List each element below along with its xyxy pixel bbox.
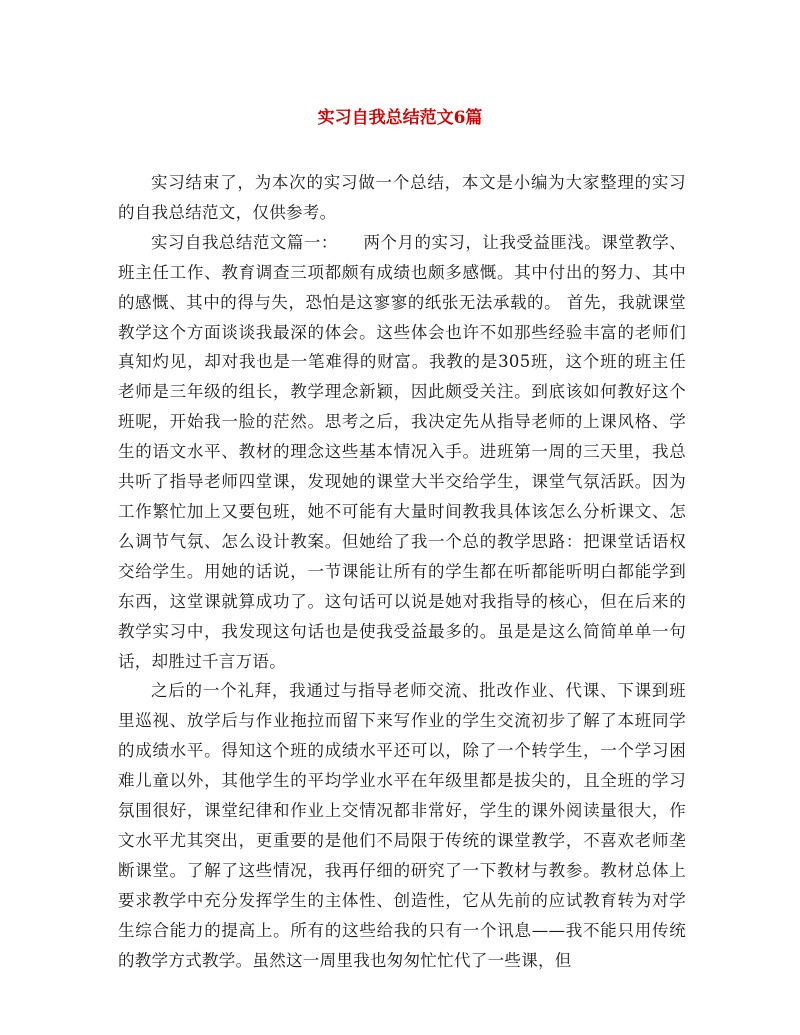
document-body <box>118 168 686 975</box>
paragraph-intro: 实习结束了，为本次的实习做一个总结，本文是小编为大家整理的实习的自我总结范文，仅供参考。 <box>118 173 686 222</box>
document-title: 实习自我总结范文6篇 <box>317 108 483 128</box>
paragraph-article-one: 实习自我总结范文篇一： 两个月的实习，让我受益匪浅。课堂教学、班主任工作、教育调查三项都颇有成绩也颇多感慨。其中付出的努力、其中的感慨、其中的得与失，恐怕是这寥寥的纸张无法承载的。 首先，我就课堂教学这个方面谈谈我最深的体会。这些体会也许不如那些经验丰富的老师们真知灼见，却对我也是一笔难得的财富。我教的是305班，这个班的班主任老师是三年级的组长，教学理念新颖，因此颇受关注。到底该如何教好这个班呢，开始我一脸的茫然。思考之后，我决定先从指导老师的上课风格、学生的语文水平、教材的理念这些基本情况入手。进班第一周的三天里，我总共听了指导老师四堂课，发现她的课堂大半交给学生，课堂气氛活跃。因为工作繁忙加上又要包班，她不可能有大量时间教我具体该怎么分析课文、怎么调节气氛、怎么设计教案。但她给了我一个总的教学思路：把课堂话语权交给学生。用她的话说，一节课能让所有的学生都在听都能听明白都能学到东西，这堂课就算成功了。这句话可以说是她对我指导的核心，但在后来的教学实习中，我发现这句话也是使我受益最多的。虽是是这么简简单单一句话，却胜过千言万语。 <box>118 232 686 671</box>
paragraph-following-week: 之后的一个礼拜，我通过与指导老师交流、批改作业、代课、下课到班里巡视、放学后与作业拖拉而留下来写作业的学生交流初步了解了本班同学的成绩水平。得知这个班的成绩水平还可以，除了一个转学生，一个学习困难儿童以外，其他学生的平均学业水平在年级里都是拔尖的，且全班的学习氛围很好，课堂纪律和作业上交情况都非常好，学生的课外阅读量很大，作文水平尤其突出，更重要的是他们不局限于传统的课堂教学，不喜欢老师垄断课堂。了解了这些情况，我再仔细的研究了一下教材与教参。教材总体上要求教学中充分发挥学生的主体性、创造性，它从先前的应试教育转为对学生综合能力的提高上。所有的这些给我的只有一个讯息——我不能只用传统的教学方式教学。虽然这一周里我也匆匆忙忙代了一些课，但 <box>118 681 686 970</box>
